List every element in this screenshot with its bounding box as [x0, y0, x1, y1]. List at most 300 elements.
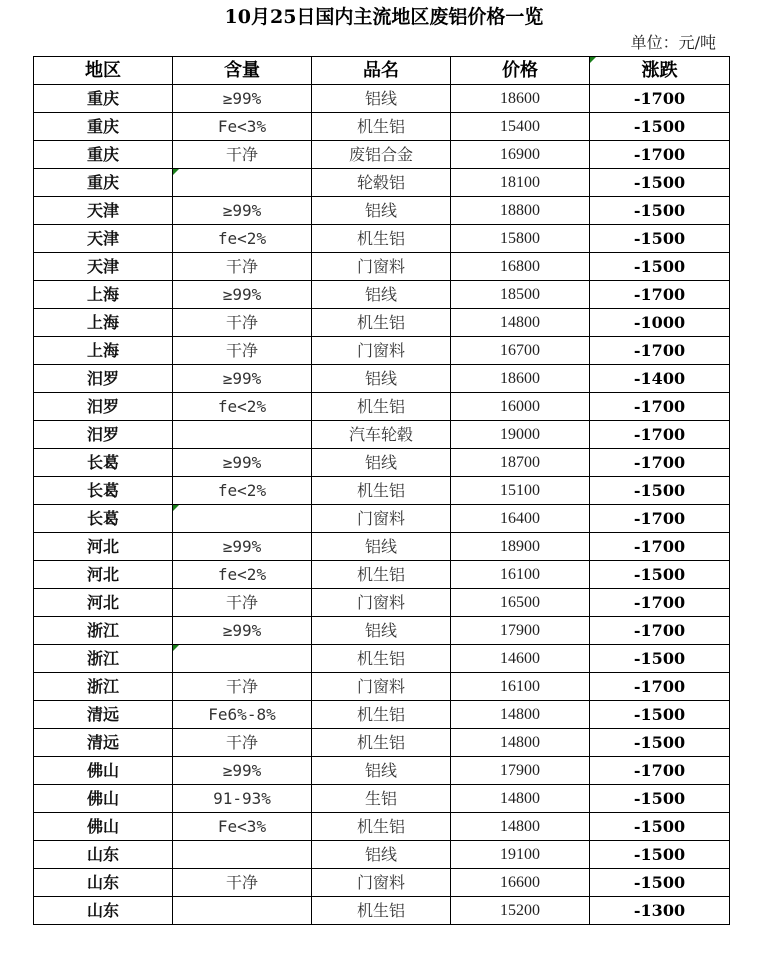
change-cell[interactable]: [590, 85, 730, 113]
content-cell[interactable]: [173, 421, 312, 449]
product-cell-text: 机生铝: [356, 313, 405, 332]
region-cell[interactable]: [34, 505, 173, 533]
product-cell[interactable]: [312, 337, 451, 365]
table-row: [34, 757, 730, 785]
region-cell[interactable]: [34, 113, 173, 141]
change-cell-text: -1500: [633, 565, 686, 584]
region-cell-text: 浙江: [86, 621, 119, 640]
table-row: [34, 253, 730, 281]
product-cell[interactable]: [312, 897, 451, 925]
price-table: [33, 56, 730, 925]
change-cell-text: -1300: [633, 901, 686, 920]
price-cell-text: 18600: [500, 370, 540, 387]
region-cell-text: 清远: [86, 733, 119, 752]
change-cell-text: -1400: [633, 369, 686, 388]
table-row: [34, 169, 730, 197]
region-cell[interactable]: [34, 645, 173, 673]
product-cell[interactable]: [312, 589, 451, 617]
region-cell[interactable]: [34, 477, 173, 505]
price-cell[interactable]: [451, 477, 590, 505]
product-cell[interactable]: [312, 225, 451, 253]
price-cell[interactable]: [451, 701, 590, 729]
region-cell[interactable]: [34, 533, 173, 561]
content-cell-text: ≥99%: [222, 285, 262, 304]
table-row: [34, 897, 730, 925]
content-cell[interactable]: [173, 449, 312, 477]
change-cell[interactable]: [590, 645, 730, 673]
change-cell-text: -1500: [633, 201, 686, 220]
content-cell[interactable]: [173, 869, 312, 897]
product-cell-text: 汽车轮毂: [348, 425, 413, 444]
change-cell-text: -1700: [633, 145, 686, 164]
content-cell-text: ≥99%: [222, 201, 262, 220]
change-cell[interactable]: [590, 617, 730, 645]
region-cell[interactable]: [34, 309, 173, 337]
region-cell[interactable]: [34, 785, 173, 813]
change-cell-text: -1700: [633, 453, 686, 472]
region-cell-text: 天津: [86, 229, 119, 248]
content-cell[interactable]: [173, 645, 312, 673]
product-cell[interactable]: [312, 197, 451, 225]
product-cell[interactable]: [312, 393, 451, 421]
change-cell-text: -1500: [633, 845, 686, 864]
product-cell-text: 门窗料: [356, 677, 405, 696]
content-cell[interactable]: [173, 897, 312, 925]
price-cell[interactable]: [451, 449, 590, 477]
product-cell-text: 门窗料: [356, 873, 405, 892]
content-cell[interactable]: [173, 533, 312, 561]
price-cell-text: 18100: [500, 174, 540, 191]
change-cell-text: -1500: [633, 705, 686, 724]
table-row: [34, 645, 730, 673]
product-cell[interactable]: [312, 673, 451, 701]
product-cell-text: 铝线: [364, 285, 397, 304]
region-cell[interactable]: [34, 393, 173, 421]
table-row: [34, 701, 730, 729]
price-cell[interactable]: [451, 561, 590, 589]
content-cell[interactable]: [173, 813, 312, 841]
product-cell-text: 铝线: [364, 845, 397, 864]
region-cell-text: 重庆: [86, 145, 119, 164]
price-cell[interactable]: [451, 673, 590, 701]
table-row: [34, 869, 730, 897]
content-cell[interactable]: [173, 365, 312, 393]
content-cell-text: ≥99%: [222, 621, 262, 640]
price-cell[interactable]: [451, 225, 590, 253]
content-cell[interactable]: [173, 141, 312, 169]
product-cell-text: 铝线: [364, 369, 397, 388]
product-cell[interactable]: [312, 477, 451, 505]
product-cell-text: 铝线: [364, 537, 397, 556]
price-cell[interactable]: [451, 757, 590, 785]
table-row: [34, 85, 730, 113]
content-cell-text: Fe<3%: [217, 117, 267, 136]
price-cell-text: 16100: [500, 678, 540, 695]
product-cell[interactable]: [312, 841, 451, 869]
content-cell[interactable]: [173, 197, 312, 225]
content-cell[interactable]: [173, 253, 312, 281]
change-cell[interactable]: [590, 169, 730, 197]
product-cell[interactable]: [312, 729, 451, 757]
change-cell[interactable]: [590, 505, 730, 533]
content-cell[interactable]: [173, 393, 312, 421]
content-cell[interactable]: [173, 225, 312, 253]
product-cell[interactable]: [312, 645, 451, 673]
price-cell[interactable]: [451, 141, 590, 169]
product-cell[interactable]: [312, 701, 451, 729]
header-product[interactable]: 品名: [312, 57, 451, 85]
change-cell[interactable]: [590, 337, 730, 365]
product-cell[interactable]: [312, 421, 451, 449]
region-cell-text: 山东: [86, 845, 119, 864]
content-cell[interactable]: [173, 477, 312, 505]
content-cell-text: 干净: [225, 873, 258, 892]
product-cell[interactable]: [312, 813, 451, 841]
price-cell-text: 14600: [500, 650, 540, 667]
change-cell[interactable]: [590, 253, 730, 281]
price-cell[interactable]: [451, 617, 590, 645]
price-cell[interactable]: [451, 113, 590, 141]
content-cell-text: fe<2%: [217, 565, 267, 584]
region-cell-text: 佛山: [86, 789, 119, 808]
change-cell[interactable]: [590, 729, 730, 757]
change-cell[interactable]: [590, 589, 730, 617]
region-cell[interactable]: [34, 561, 173, 589]
region-cell[interactable]: [34, 757, 173, 785]
product-cell-text: 铝线: [364, 201, 397, 220]
change-cell[interactable]: [590, 225, 730, 253]
content-cell[interactable]: [173, 729, 312, 757]
change-cell[interactable]: [590, 309, 730, 337]
table-row: [34, 393, 730, 421]
product-cell-text: 机生铝: [356, 649, 405, 668]
product-cell-text: 门窗料: [356, 593, 405, 612]
change-cell[interactable]: [590, 785, 730, 813]
change-cell[interactable]: [590, 701, 730, 729]
region-cell[interactable]: [34, 701, 173, 729]
change-cell[interactable]: [590, 533, 730, 561]
price-cell-text: 16000: [500, 398, 540, 415]
region-cell-text: 汨罗: [86, 397, 119, 416]
price-cell-text: 15800: [500, 230, 540, 247]
price-cell-text: 18800: [500, 202, 540, 219]
region-cell[interactable]: [34, 365, 173, 393]
table-row: [34, 785, 730, 813]
content-cell-text: Fe<3%: [217, 817, 267, 836]
change-cell-text: -1700: [633, 761, 686, 780]
change-cell[interactable]: [590, 841, 730, 869]
region-cell[interactable]: [34, 869, 173, 897]
region-cell-text: 清远: [86, 705, 119, 724]
product-cell[interactable]: [312, 869, 451, 897]
price-cell-text: 15100: [500, 482, 540, 499]
content-cell-text: 干净: [225, 341, 258, 360]
region-cell[interactable]: [34, 85, 173, 113]
table-row: [34, 617, 730, 645]
product-cell[interactable]: [312, 533, 451, 561]
change-cell[interactable]: [590, 393, 730, 421]
price-cell[interactable]: [451, 85, 590, 113]
page-title: 10月25日国内主流地区废铝价格一览: [224, 6, 544, 28]
region-cell-text: 汨罗: [86, 369, 119, 388]
comment-marker-icon[interactable]: [173, 645, 179, 651]
region-cell[interactable]: [34, 281, 173, 309]
change-cell[interactable]: [590, 897, 730, 925]
product-cell-text: 铝线: [364, 89, 397, 108]
content-cell[interactable]: [173, 617, 312, 645]
price-cell-text: 14800: [500, 706, 540, 723]
region-cell[interactable]: [34, 449, 173, 477]
product-cell-text: 机生铝: [356, 397, 405, 416]
price-cell[interactable]: [451, 645, 590, 673]
change-cell[interactable]: [590, 869, 730, 897]
change-cell-text: -1700: [633, 593, 686, 612]
change-cell-text: -1500: [633, 817, 686, 836]
table-row: [34, 477, 730, 505]
product-cell-text: 生铝: [364, 789, 397, 808]
price-cell[interactable]: [451, 253, 590, 281]
change-cell-text: -1700: [633, 537, 686, 556]
product-cell[interactable]: [312, 449, 451, 477]
product-cell-text: 铝线: [364, 453, 397, 472]
table-row: [34, 505, 730, 533]
price-cell[interactable]: [451, 869, 590, 897]
product-cell[interactable]: [312, 617, 451, 645]
product-cell-text: 铝线: [364, 761, 397, 780]
content-cell-text: 干净: [225, 593, 258, 612]
price-cell-text: 14800: [500, 818, 540, 835]
table-row: [34, 561, 730, 589]
change-cell[interactable]: [590, 449, 730, 477]
region-cell[interactable]: [34, 617, 173, 645]
price-cell-text: 16600: [500, 874, 540, 891]
price-cell[interactable]: [451, 897, 590, 925]
content-cell[interactable]: [173, 589, 312, 617]
table-row: [34, 729, 730, 757]
region-cell-text: 重庆: [86, 117, 119, 136]
content-cell-text: ≥99%: [222, 369, 262, 388]
region-cell[interactable]: [34, 813, 173, 841]
region-cell[interactable]: [34, 225, 173, 253]
content-cell-text: ≥99%: [222, 761, 262, 780]
product-cell[interactable]: [312, 785, 451, 813]
content-cell[interactable]: [173, 561, 312, 589]
content-cell-text: ≥99%: [222, 537, 262, 556]
price-cell[interactable]: [451, 281, 590, 309]
product-cell-text: 铝线: [364, 621, 397, 640]
region-cell-text: 浙江: [86, 677, 119, 696]
product-cell-text: 门窗料: [356, 257, 405, 276]
region-cell-text: 长葛: [86, 509, 119, 528]
product-cell[interactable]: [312, 365, 451, 393]
product-cell[interactable]: [312, 85, 451, 113]
product-cell-text: 机生铝: [356, 733, 405, 752]
price-cell[interactable]: [451, 589, 590, 617]
content-cell-text: 干净: [225, 733, 258, 752]
table-row: [34, 281, 730, 309]
product-cell-text: 机生铝: [356, 817, 405, 836]
change-cell[interactable]: [590, 197, 730, 225]
price-cell[interactable]: [451, 841, 590, 869]
region-cell-text: 汨罗: [86, 425, 119, 444]
product-cell[interactable]: [312, 253, 451, 281]
product-cell[interactable]: [312, 169, 451, 197]
product-cell-text: 机生铝: [356, 229, 405, 248]
price-cell-text: 16500: [500, 594, 540, 611]
change-cell-text: -1700: [633, 341, 686, 360]
header-price[interactable]: 价格: [451, 57, 590, 85]
change-cell[interactable]: [590, 365, 730, 393]
content-cell[interactable]: [173, 841, 312, 869]
price-cell[interactable]: [451, 337, 590, 365]
region-cell[interactable]: [34, 729, 173, 757]
region-cell[interactable]: [34, 897, 173, 925]
price-cell-text: 18500: [500, 286, 540, 303]
change-cell-text: -1500: [633, 257, 686, 276]
change-cell[interactable]: [590, 561, 730, 589]
region-cell-text: 河北: [86, 593, 119, 612]
region-cell-text: 长葛: [86, 481, 119, 500]
content-cell-text: fe<2%: [217, 397, 267, 416]
price-cell[interactable]: [451, 309, 590, 337]
content-cell[interactable]: [173, 505, 312, 533]
table-row: [34, 365, 730, 393]
product-cell[interactable]: [312, 113, 451, 141]
change-cell[interactable]: [590, 113, 730, 141]
price-cell-text: 16100: [500, 566, 540, 583]
region-cell-text: 佛山: [86, 761, 119, 780]
change-cell-text: -1000: [633, 313, 686, 332]
product-cell[interactable]: [312, 757, 451, 785]
table-row: [34, 309, 730, 337]
table-row: [34, 225, 730, 253]
change-cell-text: -1700: [633, 621, 686, 640]
price-cell-text: 16400: [500, 510, 540, 527]
region-cell[interactable]: [34, 673, 173, 701]
price-cell[interactable]: [451, 197, 590, 225]
content-cell[interactable]: [173, 169, 312, 197]
region-cell[interactable]: [34, 141, 173, 169]
region-cell-text: 上海: [86, 313, 119, 332]
content-cell[interactable]: [173, 673, 312, 701]
content-cell[interactable]: [173, 337, 312, 365]
content-cell-text: Fe6%-8%: [208, 705, 276, 724]
product-cell[interactable]: [312, 309, 451, 337]
change-cell-text: -1700: [633, 677, 686, 696]
header-content[interactable]: 含量: [173, 57, 312, 85]
content-cell[interactable]: [173, 757, 312, 785]
price-cell[interactable]: [451, 393, 590, 421]
table-row: [34, 533, 730, 561]
region-cell-text: 重庆: [86, 89, 119, 108]
content-cell-text: 干净: [225, 145, 258, 164]
table-row: [34, 113, 730, 141]
product-cell[interactable]: [312, 505, 451, 533]
change-cell-text: -1500: [633, 649, 686, 668]
table-row: [34, 421, 730, 449]
content-cell[interactable]: [173, 309, 312, 337]
header-change-label: 涨跌: [641, 60, 678, 81]
price-cell[interactable]: [451, 729, 590, 757]
product-cell-text: 机生铝: [356, 117, 405, 136]
region-cell-text: 佛山: [86, 817, 119, 836]
price-cell-text: 14800: [500, 314, 540, 331]
region-cell-text: 上海: [86, 285, 119, 304]
price-cell[interactable]: [451, 785, 590, 813]
region-cell-text: 山东: [86, 873, 119, 892]
product-cell-text: 废铝合金: [348, 145, 413, 164]
change-cell-text: -1500: [633, 173, 686, 192]
comment-marker-icon[interactable]: [590, 57, 596, 63]
content-cell[interactable]: [173, 701, 312, 729]
unit-label: 单位：元/吨: [630, 33, 716, 52]
content-cell-text: 干净: [225, 677, 258, 696]
change-cell-text: -1500: [633, 481, 686, 500]
change-cell[interactable]: [590, 813, 730, 841]
change-cell[interactable]: [590, 757, 730, 785]
change-cell[interactable]: [590, 281, 730, 309]
product-cell-text: 机生铝: [356, 901, 405, 920]
change-cell[interactable]: [590, 673, 730, 701]
change-cell-text: -1500: [633, 117, 686, 136]
change-cell[interactable]: [590, 141, 730, 169]
price-cell-text: 17900: [500, 762, 540, 779]
product-cell[interactable]: [312, 561, 451, 589]
table-row: [34, 813, 730, 841]
content-cell[interactable]: [173, 785, 312, 813]
header-region[interactable]: 地区: [34, 57, 173, 85]
region-cell-text: 河北: [86, 537, 119, 556]
price-cell-text: 14800: [500, 734, 540, 751]
product-cell-text: 机生铝: [356, 705, 405, 724]
content-cell[interactable]: [173, 85, 312, 113]
header-change[interactable]: [590, 57, 730, 85]
region-cell[interactable]: [34, 841, 173, 869]
table-row: [34, 589, 730, 617]
product-cell-text: 门窗料: [356, 509, 405, 528]
price-cell[interactable]: [451, 505, 590, 533]
change-cell-text: -1500: [633, 733, 686, 752]
product-cell[interactable]: [312, 141, 451, 169]
price-cell-text: 16800: [500, 258, 540, 275]
price-cell-text: 16700: [500, 342, 540, 359]
region-cell[interactable]: [34, 169, 173, 197]
price-cell-text: 14800: [500, 790, 540, 807]
price-cell[interactable]: [451, 813, 590, 841]
content-cell[interactable]: [173, 281, 312, 309]
region-cell[interactable]: [34, 197, 173, 225]
price-cell[interactable]: [451, 169, 590, 197]
price-cell[interactable]: [451, 533, 590, 561]
comment-marker-icon[interactable]: [173, 169, 179, 175]
table-row: [34, 141, 730, 169]
change-cell-text: -1500: [633, 229, 686, 248]
change-cell[interactable]: [590, 421, 730, 449]
region-cell[interactable]: [34, 589, 173, 617]
content-cell[interactable]: [173, 113, 312, 141]
price-cell[interactable]: [451, 365, 590, 393]
change-cell[interactable]: [590, 477, 730, 505]
region-cell[interactable]: [34, 421, 173, 449]
region-cell[interactable]: [34, 337, 173, 365]
table-row: [34, 197, 730, 225]
region-cell-text: 上海: [86, 341, 119, 360]
product-cell[interactable]: [312, 281, 451, 309]
change-cell-text: -1700: [633, 89, 686, 108]
price-cell[interactable]: [451, 421, 590, 449]
comment-marker-icon[interactable]: [173, 505, 179, 511]
region-cell[interactable]: [34, 253, 173, 281]
